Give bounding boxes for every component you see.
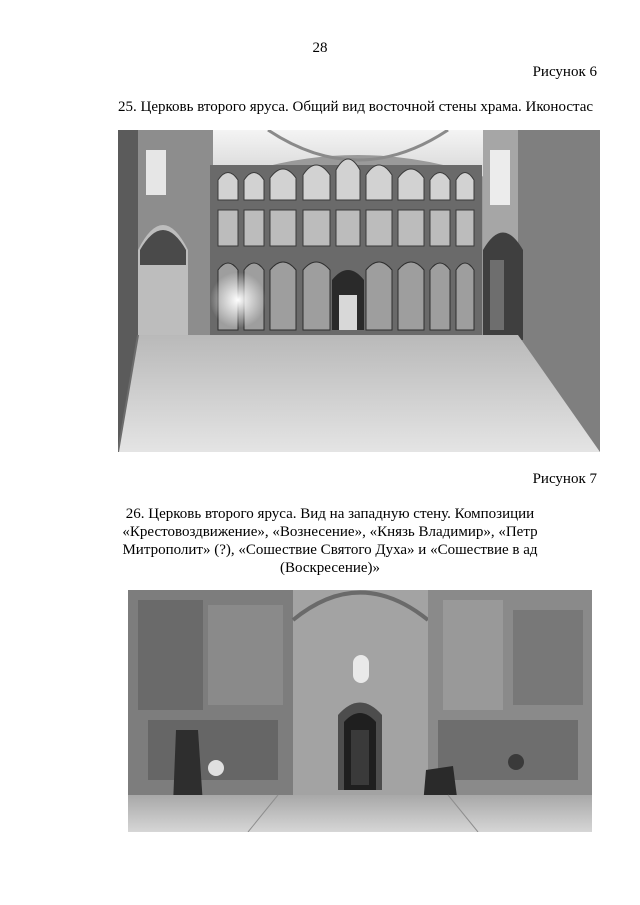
figure-7-caption: 26. Церковь второго яруса. Вид на западную стену. Композиции «Крестовоздвижение», «Вознесение», «Князь Владимир», «Петр Митрополит» (?), «Сошествие Святого Духа» и «Сошествие в ад (Воскресение)»: [122, 506, 538, 576]
figure-7-label: Рисунок 7: [532, 471, 597, 487]
west-wall-photo: [128, 590, 592, 832]
iconostasis-photo: [118, 130, 600, 452]
figure-6-label: Рисунок 6: [532, 64, 597, 80]
figure-6-caption: 25. Церковь второго яруса. Общий вид восточной стены храма. Иконостас: [118, 99, 594, 115]
page-number: 28: [312, 40, 328, 56]
